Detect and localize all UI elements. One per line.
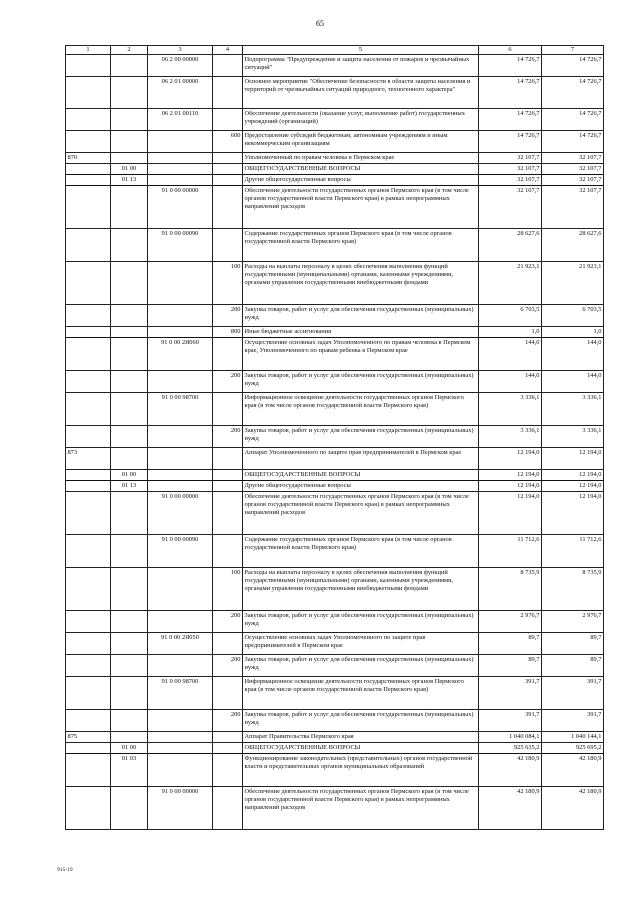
cell-admin-code	[66, 535, 111, 568]
cell-target-code	[148, 754, 213, 787]
cell-target-code	[148, 262, 213, 305]
table-row	[66, 229, 604, 262]
cell-name: Информационное освещение деятельности государственных органов Пермского края (в том числе органов государственной власти Пермского края)	[243, 677, 479, 710]
cell-section-code	[111, 371, 148, 393]
cell-name: ОБЩЕГОСУДАРСТВЕННЫЕ ВОПРОСЫ	[243, 164, 479, 175]
cell-target-code: 91 0 00 98700	[148, 677, 213, 710]
cell-amount-1: 28 627,6	[479, 229, 542, 262]
cell-name: Другие общегосударственные вопросы	[243, 175, 479, 186]
cell-amount-2: 2 976,7	[542, 611, 604, 633]
cell-amount-1: 32 107,7	[479, 153, 542, 164]
cell-target-code	[148, 568, 213, 611]
cell-amount-1: 6 703,5	[479, 305, 542, 327]
table-row	[66, 754, 604, 787]
cell-name: Обеспечение деятельности государственных органов Пермского края (в том числе органов государственной власти Пермского края) в рамках непрограммных направлений расходов	[243, 787, 479, 830]
cell-amount-2: 14 726,7	[542, 77, 604, 109]
budget-table	[65, 45, 604, 830]
cell-amount-2: 11 712,6	[542, 535, 604, 568]
cell-target-code: 91 0 00 00090	[148, 535, 213, 568]
table-row	[66, 568, 604, 611]
cell-target-code	[148, 743, 213, 754]
cell-section-code	[111, 426, 148, 448]
cell-name: Иные бюджетные ассигнования	[243, 327, 479, 338]
cell-amount-1: 12 194,0	[479, 448, 542, 470]
cell-amount-2: 32 107,7	[542, 153, 604, 164]
cell-admin-code: 873	[66, 448, 111, 470]
cell-amount-1: 21 923,1	[479, 262, 542, 305]
cell-amount-1: 1,0	[479, 327, 542, 338]
cell-amount-1: 42 180,9	[479, 787, 542, 830]
cell-amount-2: 14 726,7	[542, 131, 604, 153]
cell-expense-type: 200	[213, 655, 243, 677]
cell-expense-type	[213, 743, 243, 754]
cell-target-code: 91 0 00 2Я060	[148, 338, 213, 371]
cell-target-code	[148, 426, 213, 448]
cell-section-code	[111, 568, 148, 611]
cell-expense-type	[213, 175, 243, 186]
cell-name: Расходы на выплаты персоналу в целях обеспечения выполнения функций государственными (муниципальными) органами, казенными учреждениями, органами управления государственными внебюджетными фондами	[243, 568, 479, 611]
cell-amount-2: 3 336,1	[542, 393, 604, 426]
cell-amount-1: 391,7	[479, 677, 542, 710]
cell-target-code	[148, 305, 213, 327]
cell-amount-1: 8 735,9	[479, 568, 542, 611]
cell-admin-code	[66, 77, 111, 109]
cell-expense-type: 200	[213, 710, 243, 732]
cell-name: Закупка товаров, работ и услуг для обеспечения государственных (муниципальных) нужд	[243, 426, 479, 448]
table-row	[66, 175, 604, 186]
cell-section-code: 01 00	[111, 743, 148, 754]
cell-amount-1: 144,0	[479, 338, 542, 371]
cell-name: Обеспечение деятельности (оказание услуг, выполнение работ) государственных учреждений (организаций)	[243, 109, 479, 131]
cell-amount-1: 32 107,7	[479, 186, 542, 229]
cell-amount-1: 925 635,2	[479, 743, 542, 754]
cell-amount-1: 14 726,7	[479, 109, 542, 131]
table-row	[66, 655, 604, 677]
table-row	[66, 426, 604, 448]
cell-name: Закупка товаров, работ и услуг для обеспечения государственных (муниципальных) нужд	[243, 371, 479, 393]
cell-section-code	[111, 327, 148, 338]
header-col-6: 6	[479, 46, 542, 55]
cell-amount-2: 32 107,7	[542, 175, 604, 186]
cell-target-code	[148, 481, 213, 492]
footer-code: 915-19	[57, 867, 73, 873]
cell-amount-2: 144,0	[542, 371, 604, 393]
table-row	[66, 153, 604, 164]
cell-expense-type	[213, 633, 243, 655]
cell-amount-1: 42 180,9	[479, 754, 542, 787]
cell-amount-2: 14 726,7	[542, 109, 604, 131]
cell-name: Содержание государственных органов Пермского края (в том числе органов государственной власти Пермского края)	[243, 535, 479, 568]
table-row	[66, 77, 604, 109]
cell-target-code	[148, 655, 213, 677]
table-row	[66, 481, 604, 492]
cell-amount-2: 1 040 144,1	[542, 732, 604, 743]
table-row	[66, 186, 604, 229]
table-row	[66, 633, 604, 655]
table-row	[66, 109, 604, 131]
table-row	[66, 55, 604, 77]
cell-name: Аппарат Правительства Пермского края	[243, 732, 479, 743]
cell-target-code	[148, 371, 213, 393]
cell-target-code	[148, 153, 213, 164]
cell-name: Обеспечение деятельности государственных органов Пермского края (в том числе органов государственной власти Пермского края) в рамках непрограммных направлений расходов	[243, 186, 479, 229]
cell-target-code	[148, 448, 213, 470]
cell-target-code	[148, 611, 213, 633]
cell-target-code: 91 0 00 00090	[148, 229, 213, 262]
header-col-5: 5	[243, 46, 479, 55]
header-col-2: 2	[111, 46, 148, 55]
table-row	[66, 338, 604, 371]
cell-expense-type	[213, 535, 243, 568]
cell-admin-code: 875	[66, 732, 111, 743]
cell-admin-code	[66, 710, 111, 732]
cell-amount-1: 12 194,0	[479, 470, 542, 481]
cell-section-code	[111, 492, 148, 535]
cell-name: Закупка товаров, работ и услуг для обеспечения государственных (муниципальных) нужд	[243, 611, 479, 633]
cell-amount-2: 12 194,0	[542, 492, 604, 535]
cell-amount-2: 32 107,7	[542, 186, 604, 229]
cell-section-code	[111, 393, 148, 426]
table-row	[66, 611, 604, 633]
cell-name: Другие общегосударственные вопросы	[243, 481, 479, 492]
cell-section-code	[111, 77, 148, 109]
header-row	[66, 46, 604, 55]
cell-section-code	[111, 131, 148, 153]
table-row	[66, 393, 604, 426]
cell-expense-type: 200	[213, 371, 243, 393]
cell-section-code: 01 00	[111, 164, 148, 175]
cell-target-code: 06 2 01 00000	[148, 77, 213, 109]
table-row	[66, 732, 604, 743]
cell-expense-type	[213, 229, 243, 262]
cell-expense-type	[213, 470, 243, 481]
cell-admin-code	[66, 338, 111, 371]
cell-expense-type	[213, 186, 243, 229]
cell-amount-2: 391,7	[542, 710, 604, 732]
cell-amount-2: 6 703,5	[542, 305, 604, 327]
cell-amount-2: 21 923,1	[542, 262, 604, 305]
cell-name: Закупка товаров, работ и услуг для обеспечения государственных (муниципальных) нужд	[243, 305, 479, 327]
cell-name: Предоставление субсидий бюджетным, автономным учреждениям и иным некоммерческим организациям	[243, 131, 479, 153]
table-row	[66, 535, 604, 568]
cell-target-code: 91 0 00 00000	[148, 787, 213, 830]
cell-expense-type	[213, 77, 243, 109]
cell-name: ОБЩЕГОСУДАРСТВЕННЫЕ ВОПРОСЫ	[243, 470, 479, 481]
cell-section-code	[111, 153, 148, 164]
cell-amount-2: 14 726,7	[542, 55, 604, 77]
cell-admin-code	[66, 743, 111, 754]
cell-amount-2: 89,7	[542, 633, 604, 655]
table-row	[66, 787, 604, 830]
cell-expense-type	[213, 109, 243, 131]
cell-amount-1: 32 107,7	[479, 164, 542, 175]
cell-target-code	[148, 327, 213, 338]
table-row	[66, 262, 604, 305]
cell-admin-code	[66, 754, 111, 787]
cell-admin-code	[66, 568, 111, 611]
cell-section-code	[111, 710, 148, 732]
cell-name: Информационное освещение деятельности государственных органов Пермского края (в том числе органов государственной власти Пермского края)	[243, 393, 479, 426]
cell-amount-1: 12 194,0	[479, 481, 542, 492]
table-row	[66, 677, 604, 710]
cell-amount-1: 32 107,7	[479, 175, 542, 186]
cell-target-code: 91 0 00 00000	[148, 492, 213, 535]
cell-section-code	[111, 55, 148, 77]
cell-amount-1: 89,7	[479, 633, 542, 655]
cell-section-code: 01 00	[111, 470, 148, 481]
table-row	[66, 710, 604, 732]
cell-expense-type	[213, 481, 243, 492]
cell-name: ОБЩЕГОСУДАРСТВЕННЫЕ ВОПРОСЫ	[243, 743, 479, 754]
cell-name: Закупка товаров, работ и услуг для обеспечения государственных (муниципальных) нужд	[243, 655, 479, 677]
cell-target-code	[148, 732, 213, 743]
cell-target-code: 91 0 00 98700	[148, 393, 213, 426]
cell-name: Расходы на выплаты персоналу в целях обеспечения выполнения функций государственными (муниципальными) органами, казенными учреждениями, органами управления государственными внебюджетными фондами	[243, 262, 479, 305]
cell-target-code: 06 2 01 00110	[148, 109, 213, 131]
cell-name: Основное мероприятие "Обеспечение безопасности в области защиты населения и территорий от чрезвычайных ситуаций природного, техногенного характера"	[243, 77, 479, 109]
cell-admin-code	[66, 787, 111, 830]
page-number: 65	[316, 19, 324, 28]
cell-section-code	[111, 677, 148, 710]
cell-amount-2: 89,7	[542, 655, 604, 677]
cell-amount-2: 925 695,2	[542, 743, 604, 754]
table-row	[66, 164, 604, 175]
cell-expense-type	[213, 55, 243, 77]
cell-section-code	[111, 633, 148, 655]
cell-amount-2: 144,0	[542, 338, 604, 371]
header-col-3: 3	[148, 46, 213, 55]
cell-section-code	[111, 611, 148, 633]
table-row	[66, 371, 604, 393]
cell-amount-1: 3 336,1	[479, 393, 542, 426]
cell-admin-code	[66, 611, 111, 633]
cell-amount-2: 28 627,6	[542, 229, 604, 262]
cell-section-code	[111, 535, 148, 568]
cell-amount-1: 14 726,7	[479, 131, 542, 153]
cell-section-code: 01 13	[111, 481, 148, 492]
cell-amount-1: 2 976,7	[479, 611, 542, 633]
cell-target-code: 06 2 00 00000	[148, 55, 213, 77]
cell-admin-code	[66, 492, 111, 535]
cell-admin-code	[66, 470, 111, 481]
cell-section-code	[111, 448, 148, 470]
cell-amount-1: 14 726,7	[479, 55, 542, 77]
cell-amount-1: 12 194,0	[479, 492, 542, 535]
cell-amount-2: 42 180,9	[542, 787, 604, 830]
cell-expense-type: 100	[213, 262, 243, 305]
cell-expense-type	[213, 393, 243, 426]
cell-amount-2: 12 194,0	[542, 470, 604, 481]
cell-section-code	[111, 262, 148, 305]
cell-expense-type	[213, 153, 243, 164]
cell-expense-type: 100	[213, 568, 243, 611]
cell-target-code	[148, 470, 213, 481]
cell-section-code: 01 03	[111, 754, 148, 787]
cell-amount-2: 32 107,7	[542, 164, 604, 175]
cell-amount-2: 12 194,0	[542, 448, 604, 470]
cell-target-code: 91 0 00 2Я050	[148, 633, 213, 655]
cell-admin-code	[66, 327, 111, 338]
cell-admin-code	[66, 677, 111, 710]
cell-amount-1: 1 040 084,1	[479, 732, 542, 743]
cell-admin-code: 870	[66, 153, 111, 164]
cell-amount-2: 42 180,9	[542, 754, 604, 787]
cell-expense-type: 200	[213, 611, 243, 633]
cell-target-code	[148, 164, 213, 175]
cell-amount-2: 12 194,0	[542, 481, 604, 492]
cell-name: Функционирование законодательных (представительных) органов государственной власти и представительных органов муниципальных образований	[243, 754, 479, 787]
cell-admin-code	[66, 186, 111, 229]
table-row	[66, 492, 604, 535]
cell-admin-code	[66, 655, 111, 677]
cell-admin-code	[66, 371, 111, 393]
cell-name: Осуществление основных задач Уполномоченного по защите прав предпринимателей в Пермском крае	[243, 633, 479, 655]
cell-amount-1: 89,7	[479, 655, 542, 677]
cell-admin-code	[66, 55, 111, 77]
cell-admin-code	[66, 633, 111, 655]
cell-amount-1: 391,7	[479, 710, 542, 732]
cell-section-code	[111, 655, 148, 677]
cell-expense-type	[213, 754, 243, 787]
cell-admin-code	[66, 175, 111, 186]
cell-section-code: 01 13	[111, 175, 148, 186]
cell-target-code	[148, 175, 213, 186]
cell-amount-2: 3 336,1	[542, 426, 604, 448]
cell-section-code	[111, 186, 148, 229]
cell-expense-type	[213, 338, 243, 371]
cell-section-code	[111, 732, 148, 743]
cell-amount-2: 391,7	[542, 677, 604, 710]
cell-admin-code	[66, 426, 111, 448]
cell-expense-type	[213, 787, 243, 830]
table-row	[66, 470, 604, 481]
cell-admin-code	[66, 481, 111, 492]
cell-amount-1: 14 726,7	[479, 77, 542, 109]
cell-name: Подпрограмма "Предупреждение и защита населения от пожаров и чрезвычайных ситуаций"	[243, 55, 479, 77]
cell-target-code	[148, 131, 213, 153]
cell-admin-code	[66, 262, 111, 305]
table-row	[66, 305, 604, 327]
header-col-7: 7	[542, 46, 604, 55]
header-col-1: 1	[66, 46, 111, 55]
cell-target-code	[148, 710, 213, 732]
table-body	[66, 55, 604, 830]
cell-amount-2: 1,0	[542, 327, 604, 338]
cell-name: Аппарат Уполномоченного по защите прав предпринимателей в Пермском крае	[243, 448, 479, 470]
table-row	[66, 743, 604, 754]
header-col-4: 4	[213, 46, 243, 55]
cell-name: Обеспечение деятельности государственных органов Пермского края (в том числе органов государственной власти Пермского края) в рамках непрограммных направлений расходов	[243, 492, 479, 535]
table-row	[66, 131, 604, 153]
cell-admin-code	[66, 131, 111, 153]
cell-expense-type: 200	[213, 426, 243, 448]
cell-expense-type	[213, 448, 243, 470]
cell-expense-type	[213, 732, 243, 743]
cell-admin-code	[66, 229, 111, 262]
cell-section-code	[111, 338, 148, 371]
cell-section-code	[111, 305, 148, 327]
cell-section-code	[111, 109, 148, 131]
cell-admin-code	[66, 164, 111, 175]
cell-amount-1: 11 712,6	[479, 535, 542, 568]
cell-expense-type	[213, 164, 243, 175]
cell-target-code: 91 0 00 00000	[148, 186, 213, 229]
cell-expense-type	[213, 492, 243, 535]
cell-expense-type: 800	[213, 327, 243, 338]
cell-name: Уполномоченный по правам человека в Пермском крае	[243, 153, 479, 164]
cell-amount-1: 3 336,1	[479, 426, 542, 448]
cell-section-code	[111, 787, 148, 830]
cell-name: Закупка товаров, работ и услуг для обеспечения государственных (муниципальных) нужд	[243, 710, 479, 732]
cell-expense-type	[213, 677, 243, 710]
cell-name: Осуществление основных задач Уполномоченного по правам человека в Пермском крае, Уполномоченного по правам ребенка в Пермском крае	[243, 338, 479, 371]
cell-amount-2: 8 735,9	[542, 568, 604, 611]
table-row	[66, 448, 604, 470]
cell-amount-1: 144,0	[479, 371, 542, 393]
cell-expense-type: 600	[213, 131, 243, 153]
cell-expense-type: 200	[213, 305, 243, 327]
cell-section-code	[111, 229, 148, 262]
table-row	[66, 327, 604, 338]
cell-admin-code	[66, 393, 111, 426]
cell-name: Содержание государственных органов Пермского края (в том числе органов государственной власти Пермского края)	[243, 229, 479, 262]
cell-admin-code	[66, 305, 111, 327]
cell-admin-code	[66, 109, 111, 131]
